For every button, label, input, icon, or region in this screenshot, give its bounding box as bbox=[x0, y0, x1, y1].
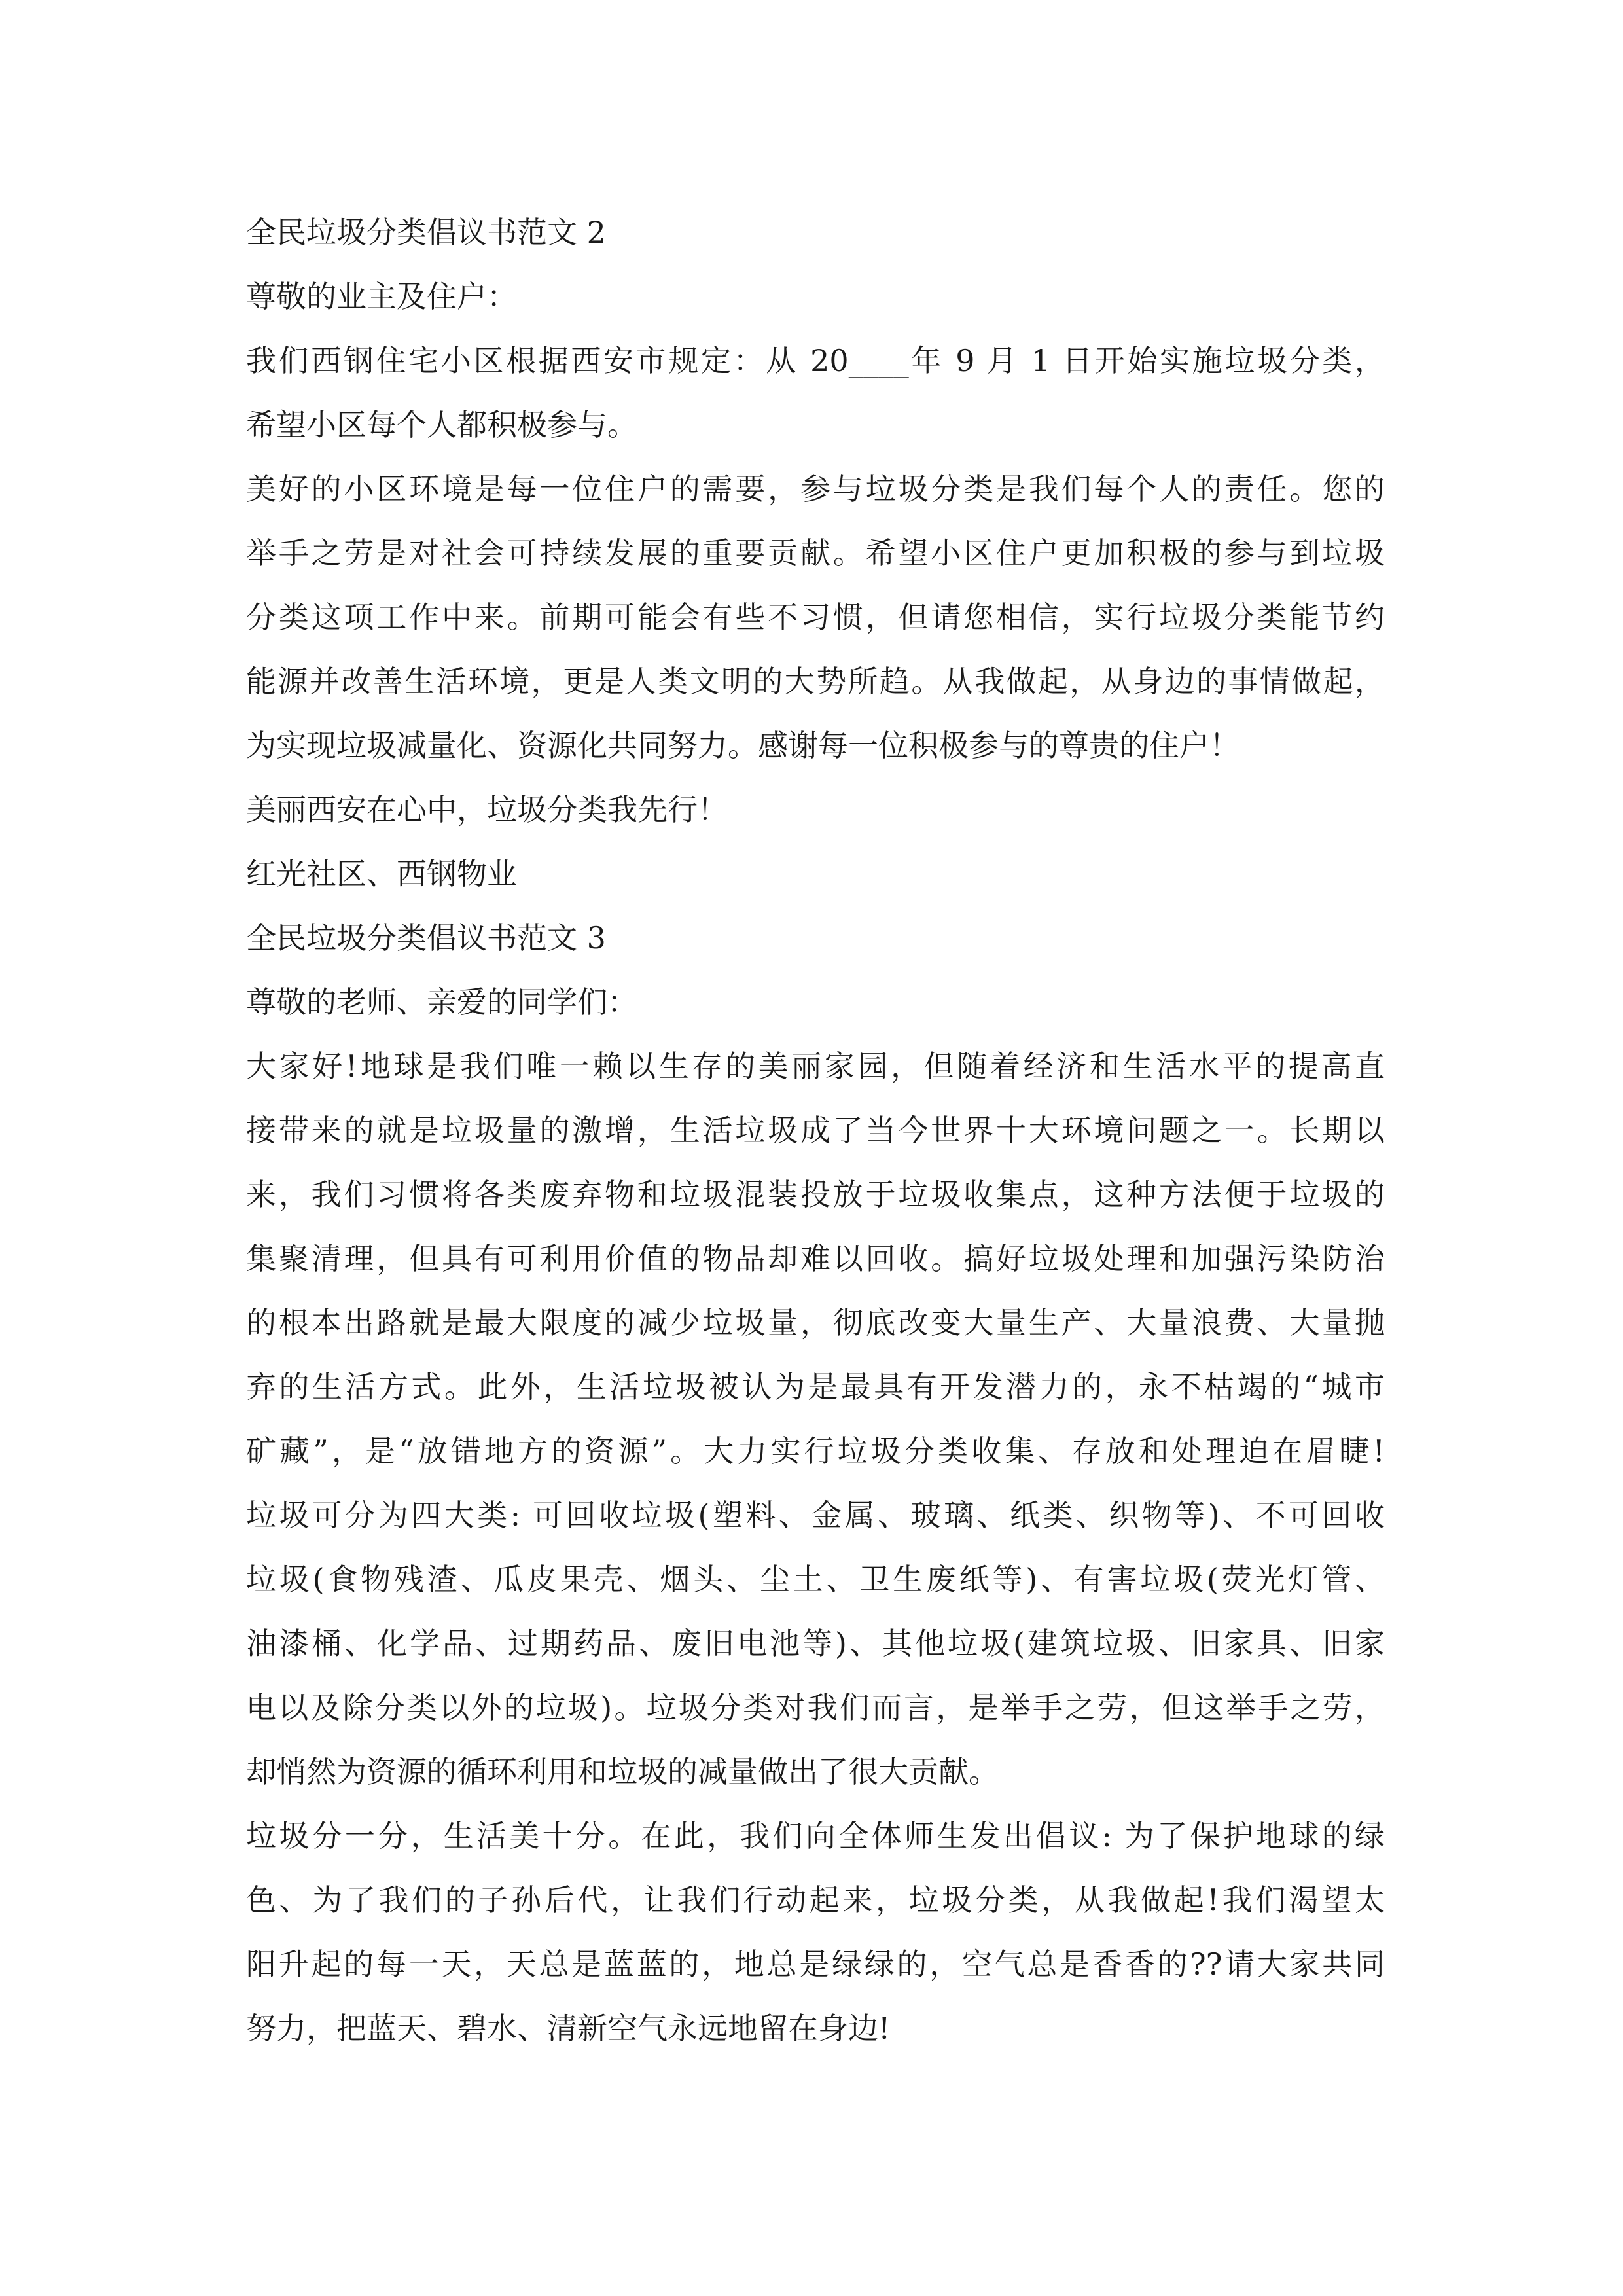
paragraph-line: 矿藏”，是“放错地方的资源”。大力实行垃圾分类收集、存放和处理迫在眉睫! bbox=[246, 1433, 1385, 1469]
paragraph-line: 电以及除分类以外的垃圾)。垃圾分类对我们而言，是举手之劳，但这举手之劳， bbox=[246, 1690, 1385, 1725]
document-body bbox=[246, 200, 1385, 2060]
heading-sample-2: 全民垃圾分类倡议书范文 2 bbox=[246, 215, 606, 250]
paragraph-line: 油漆桶、化学品、过期药品、废旧电池等)、其他垃圾(建筑垃圾、旧家具、旧家 bbox=[246, 1626, 1385, 1661]
paragraph-line: 美好的小区环境是每一位住户的需要，参与垃圾分类是我们每个人的责任。您的 bbox=[246, 471, 1385, 507]
paragraph-line: 集聚清理，但具有可利用价值的物品却难以回收。搞好垃圾处理和加强污染防治 bbox=[246, 1241, 1385, 1276]
slogan-line: 美丽西安在心中，垃圾分类我先行！ bbox=[246, 792, 728, 827]
paragraph-line: 为实现垃圾减量化、资源化共同努力。感谢每一位积极参与的尊贵的住户！ bbox=[246, 728, 1240, 763]
paragraph-line: 我们西钢住宅小区根据西安市规定：从 20____年 9 月 1 日开始实施垃圾分类， bbox=[246, 343, 1385, 378]
salutation-residents: 尊敬的业主及住户： bbox=[246, 279, 517, 314]
paragraph-line: 弃的生活方式。此外，生活垃圾被认为是最具有开发潜力的，永不枯竭的“城市 bbox=[246, 1369, 1385, 1405]
salutation-teachers-students: 尊敬的老师、亲爱的同学们： bbox=[246, 984, 637, 1020]
paragraph-line: 努力，把蓝天、碧水、清新空气永远地留在身边! bbox=[246, 2011, 891, 2046]
paragraph-line: 阳升起的每一天，天总是蓝蓝的，地总是绿绿的，空气总是香香的??请大家共同 bbox=[246, 1946, 1385, 1982]
paragraph-line: 举手之劳是对社会可持续发展的重要贡献。希望小区住户更加积极的参与到垃圾 bbox=[246, 535, 1385, 571]
paragraph-line: 分类这项工作中来。前期可能会有些不习惯，但请您相信，实行垃圾分类能节约 bbox=[246, 600, 1385, 635]
paragraph-line: 却悄然为资源的循环利用和垃圾的减量做出了很大贡献。 bbox=[246, 1754, 999, 1789]
paragraph-line: 希望小区每个人都积极参与。 bbox=[246, 407, 637, 442]
signature-line: 红光社区、西钢物业 bbox=[246, 856, 517, 891]
paragraph-line: 来，我们习惯将各类废弃物和垃圾混装投放于垃圾收集点，这种方法便于垃圾的 bbox=[246, 1177, 1385, 1212]
paragraph-line: 垃圾(食物残渣、瓜皮果壳、烟头、尘土、卫生废纸等)、有害垃圾(荧光灯管、 bbox=[246, 1562, 1385, 1597]
paragraph-line: 的根本出路就是最大限度的减少垃圾量，彻底改变大量生产、大量浪费、大量抛 bbox=[246, 1305, 1385, 1340]
heading-sample-3: 全民垃圾分类倡议书范文 3 bbox=[246, 920, 606, 956]
paragraph-line: 垃圾可分为四大类: 可回收垃圾(塑料、金属、玻璃、纸类、织物等)、不可回收 bbox=[246, 1498, 1385, 1533]
paragraph-line: 色、为了我们的子孙后代，让我们行动起来，垃圾分类，从我做起!我们渴望太 bbox=[246, 1882, 1385, 1918]
paragraph-line: 垃圾分一分，生活美十分。在此，我们向全体师生发出倡议: 为了保护地球的绿 bbox=[246, 1818, 1385, 1854]
paragraph-line: 接带来的就是垃圾量的激增，生活垃圾成了当今世界十大环境问题之一。长期以 bbox=[246, 1113, 1385, 1148]
paragraph-line: 大家好!地球是我们唯一赖以生存的美丽家园，但随着经济和生活水平的提高直 bbox=[246, 1049, 1385, 1084]
paragraph-line: 能源并改善生活环境，更是人类文明的大势所趋。从我做起，从身边的事情做起， bbox=[246, 664, 1385, 699]
